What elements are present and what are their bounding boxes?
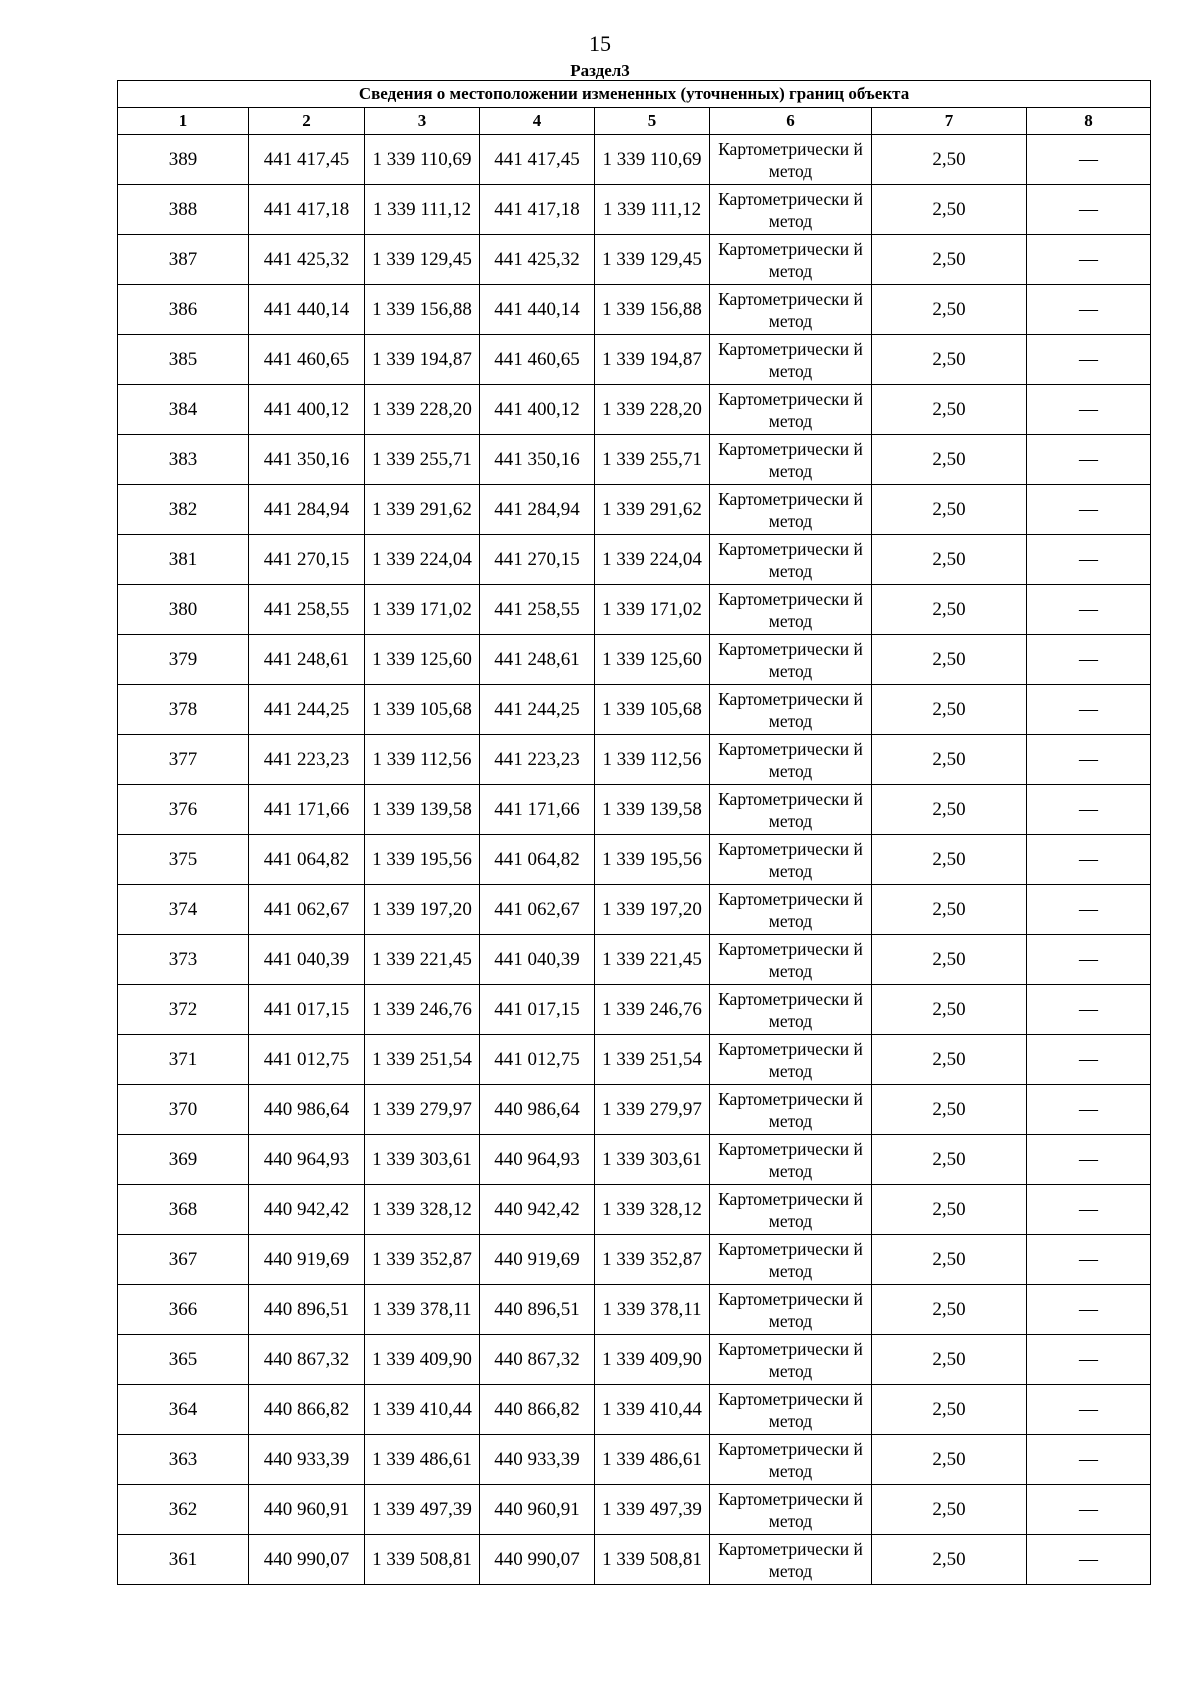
table-cell-col-1: 387 [118, 235, 249, 285]
table-cell-col-3: 1 339 195,56 [365, 835, 480, 885]
table-cell-col-3: 1 339 251,54 [365, 1035, 480, 1085]
column-number-4: 4 [480, 108, 595, 135]
table-cell-col-1: 362 [118, 1485, 249, 1535]
table-cell-col-3: 1 339 224,04 [365, 535, 480, 585]
table-cell-col-2: 441 040,39 [249, 935, 365, 985]
table-cell-col-6: Картометрически й метод [710, 1185, 872, 1235]
table-cell-col-5: 1 339 129,45 [595, 235, 710, 285]
table-cell-col-5: 1 339 303,61 [595, 1135, 710, 1185]
table-cell-col-4: 441 223,23 [480, 735, 595, 785]
table-cell-col-5: 1 339 112,56 [595, 735, 710, 785]
table-cell-col-1: 371 [118, 1035, 249, 1085]
table-cell-col-7: 2,50 [872, 1535, 1027, 1585]
table-cell-col-2: 441 064,82 [249, 835, 365, 885]
table-cell-col-6: Картометрически й метод [710, 1435, 872, 1485]
table-cell-col-6: Картометрически й метод [710, 485, 872, 535]
table-cell-col-2: 440 986,64 [249, 1085, 365, 1135]
table-cell-col-2: 441 258,55 [249, 585, 365, 635]
table-cell-col-7: 2,50 [872, 935, 1027, 985]
table-cell-col-2: 440 919,69 [249, 1235, 365, 1285]
table-cell-col-3: 1 339 194,87 [365, 335, 480, 385]
table-cell-col-4: 441 244,25 [480, 685, 595, 735]
table-cell-col-3: 1 339 228,20 [365, 385, 480, 435]
table-cell-col-4: 441 040,39 [480, 935, 595, 985]
table-row [118, 1335, 1151, 1385]
table-cell-col-8: — [1027, 735, 1151, 785]
table-cell-col-5: 1 339 171,02 [595, 585, 710, 635]
table-cell-col-5: 1 339 110,69 [595, 135, 710, 185]
table-cell-col-6: Картометрически й метод [710, 385, 872, 435]
table-cell-col-5: 1 339 409,90 [595, 1335, 710, 1385]
table-cell-col-5: 1 339 486,61 [595, 1435, 710, 1485]
table-cell-col-2: 441 440,14 [249, 285, 365, 335]
table-cell-col-3: 1 339 291,62 [365, 485, 480, 535]
table-cell-col-4: 441 171,66 [480, 785, 595, 835]
table-cell-col-5: 1 339 228,20 [595, 385, 710, 435]
table-row [118, 485, 1151, 535]
table-cell-col-8: — [1027, 1185, 1151, 1235]
table-cell-col-2: 440 990,07 [249, 1535, 365, 1585]
table-cell-col-8: — [1027, 285, 1151, 335]
table-cell-col-6: Картометрически й метод [710, 1135, 872, 1185]
table-cell-col-4: 440 986,64 [480, 1085, 595, 1135]
table-cell-col-8: — [1027, 235, 1151, 285]
table-cell-col-5: 1 339 328,12 [595, 1185, 710, 1235]
table-cell-col-1: 374 [118, 885, 249, 935]
table-cell-col-6: Картометрически й метод [710, 685, 872, 735]
table-cell-col-6: Картометрически й метод [710, 1535, 872, 1585]
table-cell-col-1: 376 [118, 785, 249, 835]
table-cell-col-2: 441 425,32 [249, 235, 365, 285]
table-cell-col-6: Картометрически й метод [710, 635, 872, 685]
table-cell-col-6: Картометрически й метод [710, 735, 872, 785]
table-cell-col-7: 2,50 [872, 685, 1027, 735]
table-cell-col-4: 441 400,12 [480, 385, 595, 435]
table-row [118, 1235, 1151, 1285]
table-cell-col-6: Картометрически й метод [710, 1035, 872, 1085]
table-cell-col-5: 1 339 508,81 [595, 1535, 710, 1585]
table-cell-col-6: Картометрически й метод [710, 835, 872, 885]
table-cell-col-7: 2,50 [872, 535, 1027, 585]
table-cell-col-5: 1 339 251,54 [595, 1035, 710, 1085]
table-cell-col-7: 2,50 [872, 385, 1027, 435]
table-cell-col-3: 1 339 328,12 [365, 1185, 480, 1235]
table-cell-col-1: 372 [118, 985, 249, 1035]
table-cell-col-2: 440 960,91 [249, 1485, 365, 1535]
table-cell-col-3: 1 339 508,81 [365, 1535, 480, 1585]
boundary-coordinates-table [117, 80, 1151, 1585]
table-cell-col-8: — [1027, 835, 1151, 885]
table-cell-col-7: 2,50 [872, 1385, 1027, 1435]
table-cell-col-8: — [1027, 885, 1151, 935]
table-cell-col-8: — [1027, 685, 1151, 735]
table-row [118, 1385, 1151, 1435]
table-cell-col-5: 1 339 197,20 [595, 885, 710, 935]
table-body [118, 135, 1151, 1585]
table-cell-col-3: 1 339 197,20 [365, 885, 480, 935]
table-cell-col-1: 368 [118, 1185, 249, 1235]
table-cell-col-2: 441 171,66 [249, 785, 365, 835]
table-cell-col-3: 1 339 139,58 [365, 785, 480, 835]
table-cell-col-7: 2,50 [872, 335, 1027, 385]
table-cell-col-8: — [1027, 1485, 1151, 1535]
table-cell-col-5: 1 339 125,60 [595, 635, 710, 685]
table-row [118, 535, 1151, 585]
table-cell-col-3: 1 339 129,45 [365, 235, 480, 285]
table-cell-col-4: 440 919,69 [480, 1235, 595, 1285]
table-cell-col-3: 1 339 171,02 [365, 585, 480, 635]
table-row [118, 1485, 1151, 1535]
table-cell-col-4: 441 064,82 [480, 835, 595, 885]
table-row [118, 835, 1151, 885]
table-cell-col-4: 441 062,67 [480, 885, 595, 935]
table-cell-col-1: 369 [118, 1135, 249, 1185]
table-cell-col-4: 440 933,39 [480, 1435, 595, 1485]
table-cell-col-5: 1 339 194,87 [595, 335, 710, 385]
table-cell-col-7: 2,50 [872, 835, 1027, 885]
table-cell-col-7: 2,50 [872, 1485, 1027, 1535]
table-cell-col-7: 2,50 [872, 635, 1027, 685]
table-row [118, 135, 1151, 185]
table-cell-col-3: 1 339 303,61 [365, 1135, 480, 1185]
table-row [118, 585, 1151, 635]
table-cell-col-7: 2,50 [872, 185, 1027, 235]
table-row [118, 635, 1151, 685]
table-cell-col-3: 1 339 486,61 [365, 1435, 480, 1485]
table-row [118, 385, 1151, 435]
table-cell-col-3: 1 339 279,97 [365, 1085, 480, 1135]
table-cell-col-7: 2,50 [872, 435, 1027, 485]
table-cell-col-4: 441 417,45 [480, 135, 595, 185]
table-cell-col-2: 441 012,75 [249, 1035, 365, 1085]
column-number-2: 2 [249, 108, 365, 135]
table-cell-col-1: 378 [118, 685, 249, 735]
table-cell-col-2: 440 896,51 [249, 1285, 365, 1335]
table-cell-col-7: 2,50 [872, 1035, 1027, 1085]
table-row [118, 685, 1151, 735]
table-cell-col-3: 1 339 112,56 [365, 735, 480, 785]
table-cell-col-3: 1 339 105,68 [365, 685, 480, 735]
table-cell-col-4: 440 942,42 [480, 1185, 595, 1235]
table-cell-col-6: Картометрически й метод [710, 585, 872, 635]
table-row [118, 185, 1151, 235]
table-row [118, 1085, 1151, 1135]
table-cell-col-6: Картометрически й метод [710, 1485, 872, 1535]
table-cell-col-2: 440 964,93 [249, 1135, 365, 1185]
table-cell-col-2: 441 248,61 [249, 635, 365, 685]
table-cell-col-8: — [1027, 185, 1151, 235]
column-number-1: 1 [118, 108, 249, 135]
table-cell-col-1: 386 [118, 285, 249, 335]
table-cell-col-4: 440 867,32 [480, 1335, 595, 1385]
table-cell-col-4: 441 270,15 [480, 535, 595, 585]
table-cell-col-6: Картометрически й метод [710, 1085, 872, 1135]
table-cell-col-3: 1 339 378,11 [365, 1285, 480, 1335]
table-cell-col-8: — [1027, 1435, 1151, 1485]
table-cell-col-5: 1 339 111,12 [595, 185, 710, 235]
table-cell-col-4: 441 284,94 [480, 485, 595, 535]
table-cell-col-7: 2,50 [872, 1085, 1027, 1135]
table-row [118, 885, 1151, 935]
table-cell-col-8: — [1027, 785, 1151, 835]
table-cell-col-1: 382 [118, 485, 249, 535]
table-cell-col-2: 440 866,82 [249, 1385, 365, 1435]
table-cell-col-2: 441 284,94 [249, 485, 365, 535]
table-cell-col-7: 2,50 [872, 1285, 1027, 1335]
table-cell-col-8: — [1027, 985, 1151, 1035]
table-row [118, 1185, 1151, 1235]
table-cell-col-8: — [1027, 1135, 1151, 1185]
table-cell-col-8: — [1027, 935, 1151, 985]
table-cell-col-5: 1 339 246,76 [595, 985, 710, 1035]
table-cell-col-6: Картометрически й метод [710, 1335, 872, 1385]
table-cell-col-6: Картометрически й метод [710, 885, 872, 935]
table-cell-col-7: 2,50 [872, 735, 1027, 785]
table-cell-col-5: 1 339 497,39 [595, 1485, 710, 1535]
table-cell-col-1: 370 [118, 1085, 249, 1135]
table-cell-col-4: 441 017,15 [480, 985, 595, 1035]
table-cell-col-2: 441 350,16 [249, 435, 365, 485]
table-cell-col-2: 441 400,12 [249, 385, 365, 435]
table-cell-col-8: — [1027, 1085, 1151, 1135]
table-row [118, 1435, 1151, 1485]
table-cell-col-7: 2,50 [872, 1185, 1027, 1235]
table-cell-col-7: 2,50 [872, 135, 1027, 185]
table-cell-col-1: 375 [118, 835, 249, 885]
table-cell-col-7: 2,50 [872, 235, 1027, 285]
column-number-7: 7 [872, 108, 1027, 135]
table-cell-col-1: 377 [118, 735, 249, 785]
table-cell-col-1: 364 [118, 1385, 249, 1435]
table-cell-col-7: 2,50 [872, 485, 1027, 535]
table-row [118, 335, 1151, 385]
table-cell-col-7: 2,50 [872, 585, 1027, 635]
column-number-5: 5 [595, 108, 710, 135]
table-cell-col-2: 441 417,18 [249, 185, 365, 235]
table-row [118, 435, 1151, 485]
table-cell-col-5: 1 339 352,87 [595, 1235, 710, 1285]
table-cell-col-7: 2,50 [872, 1335, 1027, 1385]
table-cell-col-1: 383 [118, 435, 249, 485]
table-cell-col-6: Картометрически й метод [710, 235, 872, 285]
table-cell-col-2: 441 017,15 [249, 985, 365, 1035]
table-cell-col-3: 1 339 125,60 [365, 635, 480, 685]
table-row [118, 935, 1151, 985]
table-cell-col-1: 385 [118, 335, 249, 385]
table-cell-col-3: 1 339 409,90 [365, 1335, 480, 1385]
table-cell-col-6: Картометрически й метод [710, 135, 872, 185]
column-number-row [118, 108, 1151, 135]
table-cell-col-1: 381 [118, 535, 249, 585]
table-cell-col-6: Картометрически й метод [710, 335, 872, 385]
table-cell-col-8: — [1027, 635, 1151, 685]
table-cell-col-3: 1 339 111,12 [365, 185, 480, 235]
table-cell-col-5: 1 339 221,45 [595, 935, 710, 985]
page-number: 15 [589, 31, 611, 56]
table-cell-col-8: — [1027, 535, 1151, 585]
table-cell-col-2: 440 942,42 [249, 1185, 365, 1235]
table-cell-col-7: 2,50 [872, 885, 1027, 935]
column-number-6: 6 [710, 108, 872, 135]
column-number-3: 3 [365, 108, 480, 135]
column-number-8: 8 [1027, 108, 1151, 135]
table-cell-col-7: 2,50 [872, 785, 1027, 835]
table-cell-col-8: — [1027, 1335, 1151, 1385]
table-cell-col-7: 2,50 [872, 1135, 1027, 1185]
table-cell-col-1: 361 [118, 1535, 249, 1585]
table-row [118, 1285, 1151, 1335]
table-cell-col-6: Картометрически й метод [710, 1285, 872, 1335]
table-cell-col-2: 441 270,15 [249, 535, 365, 585]
table-cell-col-1: 380 [118, 585, 249, 635]
table-cell-col-2: 441 417,45 [249, 135, 365, 185]
table-cell-col-1: 365 [118, 1335, 249, 1385]
table-cell-col-8: — [1027, 485, 1151, 535]
table-cell-col-4: 440 960,91 [480, 1485, 595, 1535]
table-cell-col-2: 441 460,65 [249, 335, 365, 385]
table-cell-col-3: 1 339 110,69 [365, 135, 480, 185]
table-cell-col-5: 1 339 156,88 [595, 285, 710, 335]
table-cell-col-8: — [1027, 1035, 1151, 1085]
table-cell-col-2: 440 933,39 [249, 1435, 365, 1485]
table-cell-col-4: 441 440,14 [480, 285, 595, 335]
table-cell-col-5: 1 339 378,11 [595, 1285, 710, 1335]
table-cell-col-3: 1 339 255,71 [365, 435, 480, 485]
table-cell-col-6: Картометрически й метод [710, 185, 872, 235]
table-cell-col-8: — [1027, 1385, 1151, 1435]
table-cell-col-7: 2,50 [872, 1235, 1027, 1285]
table-cell-col-5: 1 339 105,68 [595, 685, 710, 735]
table-cell-col-1: 367 [118, 1235, 249, 1285]
table-cell-col-3: 1 339 497,39 [365, 1485, 480, 1535]
table-cell-col-8: — [1027, 1535, 1151, 1585]
table-cell-col-6: Картометрически й метод [710, 985, 872, 1035]
table-cell-col-4: 441 460,65 [480, 335, 595, 385]
table-cell-col-4: 441 350,16 [480, 435, 595, 485]
table-cell-col-2: 441 223,23 [249, 735, 365, 785]
table-cell-col-8: — [1027, 1235, 1151, 1285]
table-cell-col-4: 440 896,51 [480, 1285, 595, 1335]
table-cell-col-4: 441 012,75 [480, 1035, 595, 1085]
table-cell-col-2: 441 244,25 [249, 685, 365, 735]
table-cell-col-4: 441 417,18 [480, 185, 595, 235]
table-cell-col-8: — [1027, 435, 1151, 485]
table-cell-col-6: Картометрически й метод [710, 435, 872, 485]
table-row [118, 735, 1151, 785]
table-cell-col-3: 1 339 352,87 [365, 1235, 480, 1285]
table-row [118, 1035, 1151, 1085]
table-cell-col-4: 440 964,93 [480, 1135, 595, 1185]
table-cell-col-4: 441 248,61 [480, 635, 595, 685]
table-cell-col-7: 2,50 [872, 285, 1027, 335]
table-cell-col-6: Картометрически й метод [710, 935, 872, 985]
table-cell-col-7: 2,50 [872, 1435, 1027, 1485]
table-cell-col-3: 1 339 221,45 [365, 935, 480, 985]
table-cell-col-4: 441 258,55 [480, 585, 595, 635]
table-cell-col-6: Картометрически й метод [710, 785, 872, 835]
table-cell-col-1: 373 [118, 935, 249, 985]
table-row [118, 235, 1151, 285]
table-cell-col-5: 1 339 224,04 [595, 535, 710, 585]
table-cell-col-8: — [1027, 135, 1151, 185]
table-cell-col-1: 384 [118, 385, 249, 435]
table-cell-col-5: 1 339 195,56 [595, 835, 710, 885]
table-cell-col-5: 1 339 410,44 [595, 1385, 710, 1435]
table-cell-col-7: 2,50 [872, 985, 1027, 1035]
table-cell-col-1: 366 [118, 1285, 249, 1335]
table-cell-col-1: 363 [118, 1435, 249, 1485]
table-cell-col-6: Картометрически й метод [710, 285, 872, 335]
table-cell-col-5: 1 339 255,71 [595, 435, 710, 485]
table-cell-col-8: — [1027, 585, 1151, 635]
table-cell-col-6: Картометрически й метод [710, 1385, 872, 1435]
table-cell-col-4: 440 866,82 [480, 1385, 595, 1435]
table-cell-col-5: 1 339 139,58 [595, 785, 710, 835]
table-cell-col-1: 388 [118, 185, 249, 235]
table-cell-col-6: Картометрически й метод [710, 1235, 872, 1285]
table-row [118, 1535, 1151, 1585]
table-cell-col-5: 1 339 279,97 [595, 1085, 710, 1135]
table-cell-col-2: 440 867,32 [249, 1335, 365, 1385]
table-cell-col-6: Картометрически й метод [710, 535, 872, 585]
table-cell-col-8: — [1027, 385, 1151, 435]
table-cell-col-1: 379 [118, 635, 249, 685]
table-cell-col-3: 1 339 156,88 [365, 285, 480, 335]
table-row [118, 785, 1151, 835]
table-cell-col-1: 389 [118, 135, 249, 185]
table-cell-col-8: — [1027, 1285, 1151, 1335]
table-caption: Сведения о местоположении измененных (уточненных) границ объекта [118, 81, 1151, 108]
table-cell-col-3: 1 339 410,44 [365, 1385, 480, 1435]
section-title: Раздел3 [570, 61, 630, 80]
table-cell-col-4: 440 990,07 [480, 1535, 595, 1585]
table-cell-col-8: — [1027, 335, 1151, 385]
table-row [118, 1135, 1151, 1185]
table-cell-col-4: 441 425,32 [480, 235, 595, 285]
table-cell-col-2: 441 062,67 [249, 885, 365, 935]
table-row [118, 285, 1151, 335]
table-cell-col-3: 1 339 246,76 [365, 985, 480, 1035]
table-cell-col-5: 1 339 291,62 [595, 485, 710, 535]
table-row [118, 985, 1151, 1035]
